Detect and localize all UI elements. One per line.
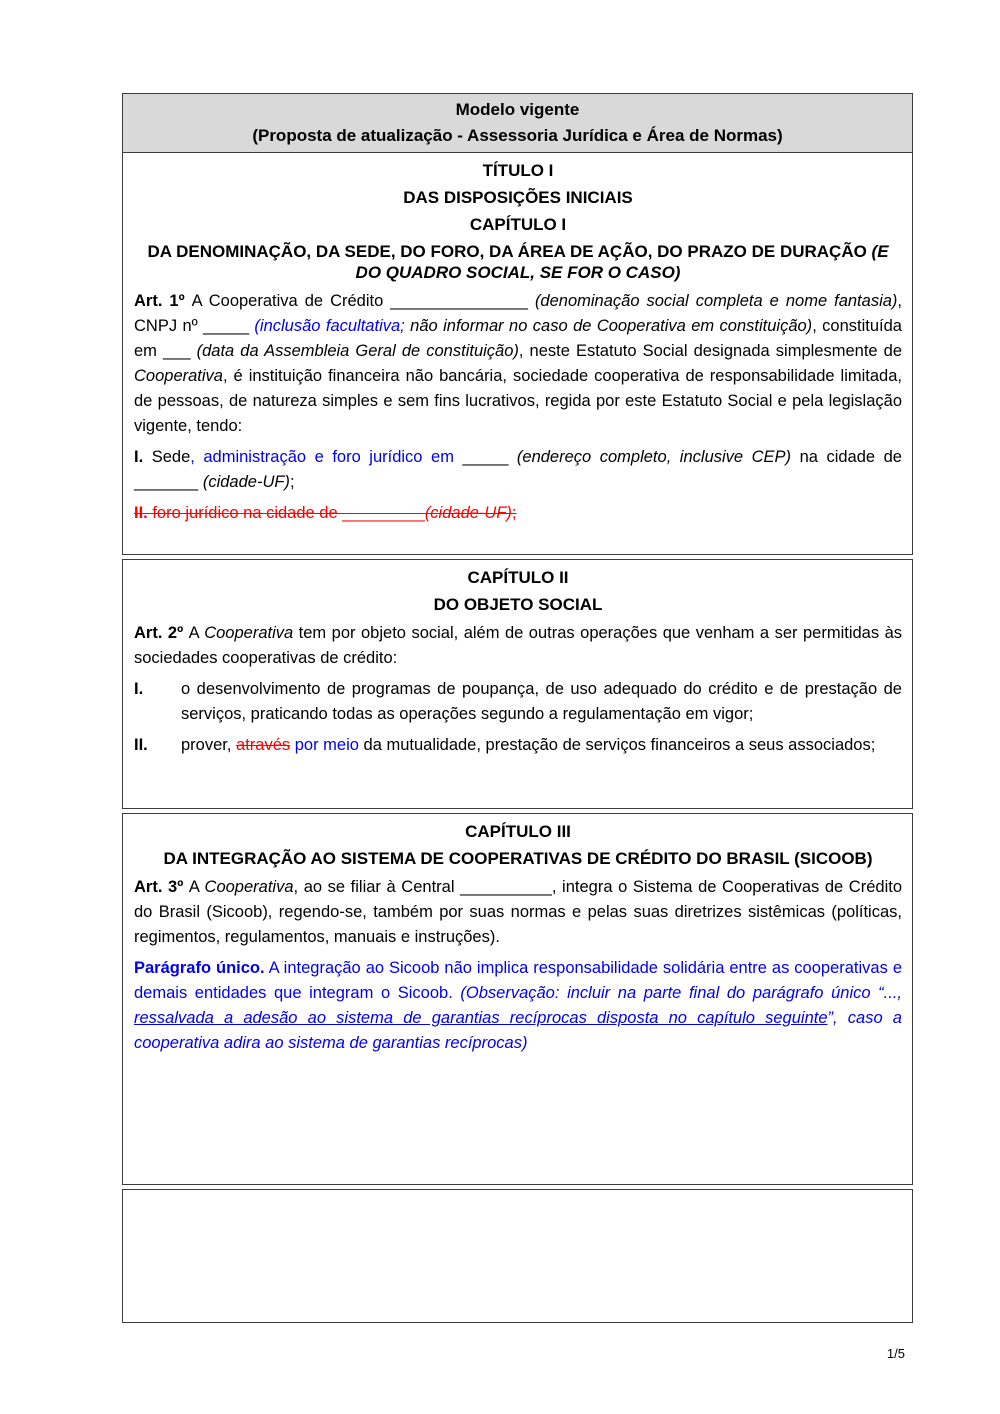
text-run: , neste Estatuto Social designada simplesmente de — [518, 341, 902, 360]
text-run: A Cooperativa de Crédito _______________ — [191, 291, 535, 310]
text-run: I. — [134, 447, 144, 466]
capitulo-i-subject-heading — [134, 241, 902, 283]
objeto-social-heading: DO OBJETO SOCIAL — [433, 594, 603, 614]
art-1-item-i-sede — [134, 445, 902, 495]
art-1-paragraph — [134, 289, 902, 439]
text-run: , ao se filiar à Central __________, integra o Sistema de Cooperativas de Crédito do Brasil (Sicoob), regendo-se, também por suas normas e pelas suas diretrizes sistêmicas (políticas, regimentos, regulamentos, manuais e instruções). — [134, 877, 902, 946]
model-header-band — [122, 93, 913, 153]
empty-section-box — [122, 1189, 913, 1323]
capitulo-i-heading: CAPÍTULO I — [469, 214, 567, 234]
text-run: ; — [289, 472, 295, 491]
section-capitulo-ii — [122, 559, 913, 809]
text-run: (data da Assembleia Geral de constituição) — [196, 341, 519, 360]
text-run: Cooperativa — [204, 877, 294, 896]
text-run: (endereço completo, inclusive CEP) — [516, 447, 792, 466]
text-run: Parágrafo único. — [134, 958, 265, 977]
text-run: A integração ao Sicoob não implica responsabilidade solidária entre as cooperativas e demais entidades que integram o Sicoob. — [134, 958, 902, 1002]
text-run: foro jurídico na cidade de _________ — [147, 503, 425, 522]
text-run: (cidade-UF) — [424, 503, 512, 522]
text-run: Art. 3º — [134, 877, 189, 896]
list-marker: II. — [134, 735, 148, 754]
text-run: , constituída em ___ — [134, 316, 902, 360]
text-run: II. — [134, 503, 148, 522]
text-run: (inclusão facultativa; — [254, 316, 405, 335]
text-run: o desenvolvimento de programas de poupança, de uso adequado do crédito e de prestação de serviços, praticando todas as operações segundo a regulamentação em vigor; — [181, 679, 902, 723]
art-1-item-ii-deleted — [134, 501, 902, 526]
text-run: através — [236, 735, 291, 754]
text-run: ressalvada a adesão ao sistema de garantias recíprocas disposta no capítulo seguinte — [134, 1008, 828, 1027]
titulo-i-heading: TÍTULO I — [482, 160, 554, 180]
art-2-paragraph — [134, 621, 902, 671]
list-item-text — [181, 677, 902, 727]
text-run: (denominação social completa e nome fantasia) — [534, 291, 898, 310]
text-run: Sede — [143, 447, 191, 466]
text-run: Cooperativa — [204, 623, 294, 642]
text-run: _____ — [453, 447, 517, 466]
disposicoes-iniciais-heading: DAS DISPOSIÇÕES INICIAIS — [403, 187, 633, 207]
section-capitulo-iii — [122, 813, 913, 1185]
text-run: na cidade de _______ — [134, 447, 902, 491]
capitulo-ii-heading: CAPÍTULO II — [467, 567, 569, 587]
text-run: A — [188, 623, 205, 642]
text-run: ”, caso a cooperativa adira ao sistema de garantias recíprocas) — [134, 1008, 902, 1052]
text-run: (cidade-UF) — [202, 472, 290, 491]
text-run: prover, — [181, 735, 237, 754]
text-run: ; — [511, 503, 517, 522]
text-run: , administração e foro jurídico em — [190, 447, 454, 466]
model-header-line2: (Proposta de atualização - Assessoria Jurídica e Área de Normas) — [252, 126, 783, 145]
text-run: (Observação: incluir na parte final do parágrafo único “..., — [460, 983, 902, 1002]
section-titulo-i — [122, 152, 913, 555]
page-number: 1/5 — [886, 1346, 905, 1361]
art-2-item-ii — [134, 733, 902, 758]
text-run: Art. 1º — [134, 291, 192, 310]
text-run: tem por objeto social, além de outras operações que venham a ser permitidas às sociedades cooperativas de crédito: — [134, 623, 903, 667]
text-run: DA DENOMINAÇÃO, DA SEDE, DO FORO, DA ÁREA DE AÇÃO, DO PRAZO DE DURAÇÃO — [147, 241, 872, 261]
text-run: (E DO QUADRO SOCIAL, SE FOR O CASO) — [355, 241, 889, 282]
art-2-item-i — [134, 677, 902, 727]
text-run: , CNPJ nº _____ — [134, 291, 902, 335]
text-run: Art. 2º — [134, 623, 189, 642]
text-run: da mutualidade, prestação de serviços financeiros a seus associados; — [358, 735, 876, 754]
art-3-paragraph — [134, 875, 902, 950]
text-run: não informar no caso de Cooperativa em constituição) — [404, 316, 813, 335]
integracao-sicoob-heading: DA INTEGRAÇÃO AO SISTEMA DE COOPERATIVAS DE CRÉDITO DO BRASIL (SICOOB) — [163, 848, 873, 868]
text-run: , é instituição financeira não bancária, sociedade cooperativa de responsabilidade limitada, de pessoas, de natureza simples e sem fins lucrativos, regida por este Estatuto Social e pela legislação vigente, tendo: — [134, 366, 902, 435]
text-run: A — [188, 877, 205, 896]
text-run: Cooperativa — [134, 366, 223, 385]
paragrafo-unico-paragraph — [134, 956, 902, 1056]
text-run: por meio — [294, 735, 359, 754]
model-header-line1: Modelo vigente — [455, 100, 580, 119]
list-marker: I. — [134, 679, 144, 698]
document-table — [122, 93, 913, 1327]
list-item-text — [181, 733, 902, 758]
capitulo-iii-heading: CAPÍTULO III — [465, 821, 571, 841]
